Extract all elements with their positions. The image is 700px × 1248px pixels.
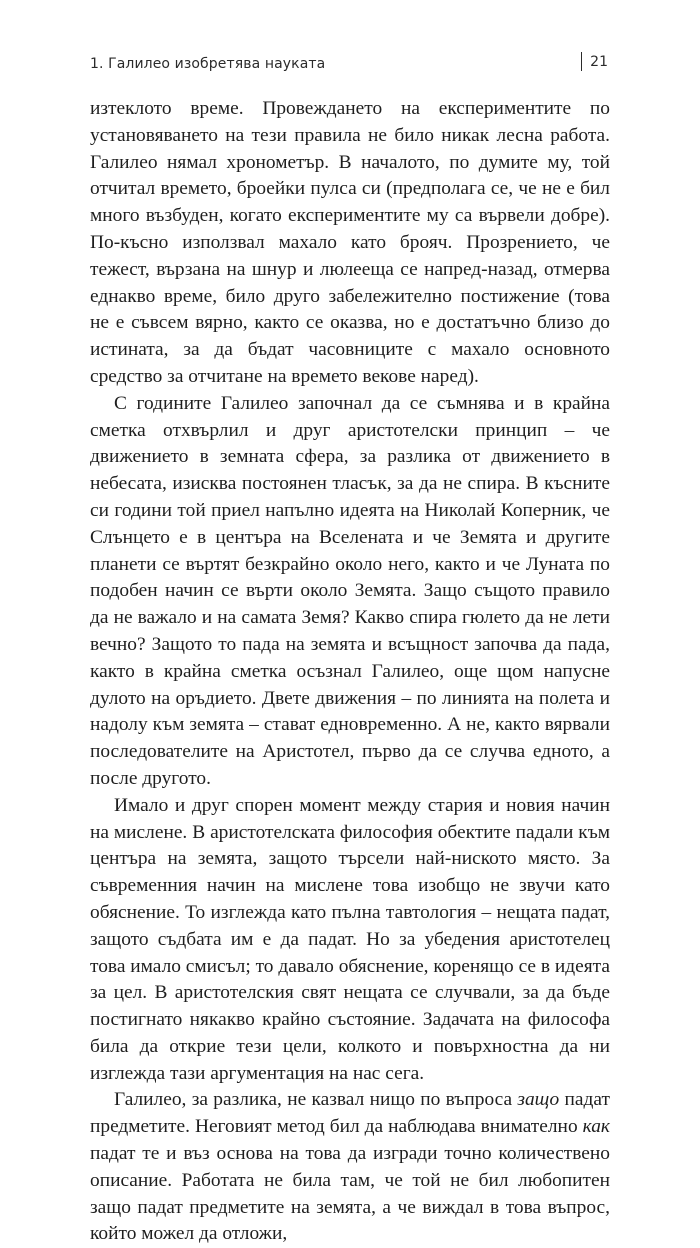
page-number: 21 <box>590 53 608 70</box>
paragraph-4-part-c: падат те и въз основа на това да изгради точно количествено описание. Работата не била там, че той не бил любопитен защо падат предметите на земята, а че виждал в това въпрос, който можел да отложи, <box>90 1143 610 1245</box>
page-number-divider <box>581 52 583 71</box>
body-text <box>90 96 610 1248</box>
paragraph-1: изтеклото време. Провеждането на експериментите по установяването на тези правила не било никак лесна работа. Галилео нямал хронометър. В началото, по думите му, той отчитал времето, броейки пулса си (предполага се, че не е бил много възбуден, когато експериментите му са вървели добре). По-късно използвал махало като брояч. Прозрението, че тежест, вързана на шнур и люлееща се напред-назад, отмерва еднакво време, било друго забележително постижение (това не е съвсем вярно, както се оказва, но е достатъчно близо до истината, за да бъдат часовниците с махало основното средство за отчитане на времето векове наред). <box>90 98 610 387</box>
paragraph-4-emphasis-how: как <box>582 1116 610 1138</box>
paragraph-2: С годините Галилео започнал да се съмнява и в крайна сметка отхвърлил и друг аристотелски принцип – че движението в земната сфера, за разлика от движението в небесата, изисква постоянен тласък, за да не спира. В късните си години той приел напълно идеята на Николай Коперник, че Слънцето е в центъра на Вселената и че Земята и другите планети се въртят безкрайно около него, както и че Луната по подобен начин се върти около Земята. Защо същото правило да не важало и на самата Земя? Какво спира гюлето да не лети вечно? Защото то пада на земята и всъщност започва да пада, както в крайна сметка осъзнал Галилео, още щом напусне дулото на оръдието. Двете движения – по линията на полета и надолу към земята – стават едновременно. А не, както вярвали последователите на Аристотел, първо да се случва едното, а после другото. <box>90 392 610 789</box>
page-number-block <box>581 52 608 71</box>
paragraph-4-emphasis-why: защо <box>517 1089 560 1111</box>
paragraph-3: Имало и друг спорен момент между стария и новия начин на мислене. В аристотелската философия обектите падали към центъра на земята, защото търсели най-ниското място. За съвременния начин на мислене това изобщо не звучи като обяснение. То изглежда като пълна тавтология – нещата падат, защото съдбата им е да падат. Но за убедения аристотелец това имало смисъл; то давало обяснение, коренящо се в идеята за цел. В аристотелския свят нещата се случвали, за да бъде постигнато някакво крайно състояние. Задачата на философа била да открие тези цели, колкото и повърхностна да ни изглежда тази аргументация на нас сега. <box>90 794 610 1084</box>
paragraph-4-part-b: падат предметите. Неговият метод бил да наблюдава внимателно <box>90 1089 610 1138</box>
running-head-chapter-title: 1. Галилео изобретява науката <box>90 56 326 72</box>
paragraph-4 <box>90 1087 610 1248</box>
paragraph-4-part-a: Галилео, за разлика, не казвал нищо по въпроса <box>114 1089 518 1111</box>
